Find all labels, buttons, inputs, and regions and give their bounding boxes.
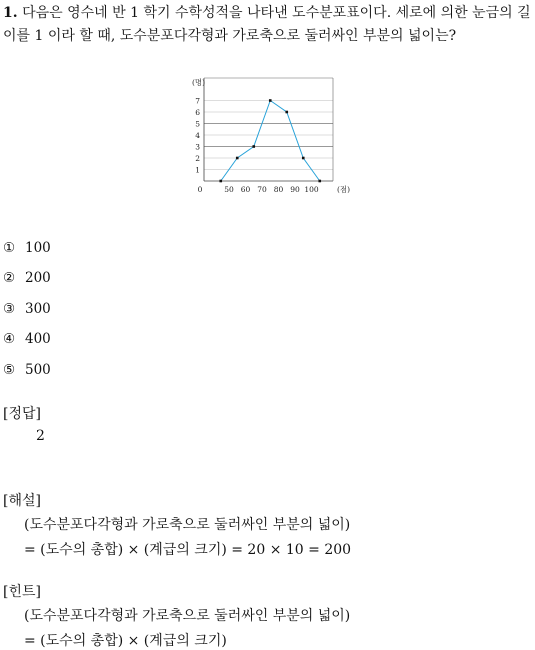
- answer-label: [정답]: [3, 406, 41, 422]
- explanation-label: [해설]: [3, 493, 41, 509]
- y-tick-label: 5: [195, 119, 200, 129]
- option-4-text: 400: [25, 331, 51, 347]
- x-axis-label: (점): [337, 185, 351, 194]
- data-point: [318, 180, 321, 183]
- explanation-line-1: (도수분포다각형과 가로축으로 둘러싸인 부분의 넓이): [24, 517, 351, 533]
- question-number: 1.: [3, 5, 18, 21]
- data-point: [269, 99, 272, 102]
- y-tick-label: 4: [195, 131, 200, 140]
- option-4-number: ④: [3, 331, 16, 347]
- data-point: [285, 111, 288, 114]
- option-2[interactable]: [3, 270, 51, 286]
- chart-axes: [204, 78, 333, 181]
- question: [3, 2, 533, 48]
- x-tick-label: 90: [290, 185, 300, 194]
- option-2-number: ②: [3, 270, 16, 286]
- option-3[interactable]: [3, 301, 51, 317]
- question-text: 다음은 영수네 반 1 학기 수학성적을 나타낸 도수분포표이다. 세로에 의한 눈금의 길이를 1 이라 할 때, 도수분포다각형과 가로축으로 둘러싸인 부분의 넓이는?: [3, 5, 531, 44]
- data-point: [236, 157, 239, 160]
- frequency-polygon-chart: [192, 76, 352, 198]
- y-tick-label: 3: [195, 142, 200, 152]
- chart-grid: [204, 101, 333, 170]
- option-5-text: 500: [25, 362, 51, 378]
- data-point: [252, 145, 255, 148]
- data-point: [302, 157, 305, 160]
- option-1-text: 100: [25, 240, 51, 256]
- hint-line-2: = (도수의 총합) × (계급의 크기): [24, 633, 227, 649]
- chart-labels: [192, 77, 350, 194]
- y-tick-label: 1: [195, 165, 200, 175]
- option-5[interactable]: [3, 362, 51, 378]
- option-1-number: ①: [3, 240, 16, 256]
- y-tick-label: 7: [195, 96, 200, 106]
- x-tick-label: 80: [273, 185, 284, 194]
- series-line: [221, 101, 320, 182]
- option-3-number: ③: [3, 301, 16, 317]
- answer-value: 2: [36, 428, 45, 444]
- y-tick-label: 2: [195, 154, 200, 163]
- data-point: [219, 180, 222, 183]
- hint-line-1: (도수분포다각형과 가로축으로 둘러싸인 부분의 넓이): [24, 608, 351, 624]
- x-tick-label: 60: [240, 185, 251, 194]
- x-tick-label: 70: [257, 185, 267, 194]
- option-1[interactable]: [3, 240, 51, 256]
- option-5-number: ⑤: [3, 362, 16, 378]
- x-tick-label: 100: [304, 185, 319, 194]
- chart-series: [219, 99, 321, 182]
- option-2-text: 200: [25, 270, 51, 286]
- hint-label: [힌트]: [3, 584, 41, 600]
- y-axis-label: (명): [192, 78, 206, 87]
- option-3-text: 300: [25, 301, 51, 317]
- explanation-line-2: = (도수의 총합) × (계급의 크기) = 20 × 10 = 200: [24, 542, 352, 558]
- y-tick-label: 6: [195, 108, 200, 117]
- option-4[interactable]: [3, 331, 51, 347]
- x-tick-label: 50: [224, 185, 234, 194]
- x-tick-label: 0: [197, 185, 203, 194]
